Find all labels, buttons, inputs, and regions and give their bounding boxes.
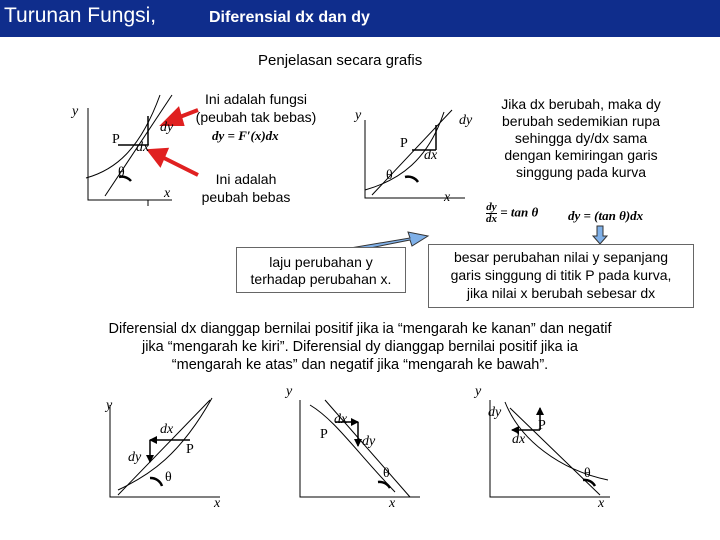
rate-box [236,247,406,293]
dx-change-line4: dengan kemiringan garis [504,147,658,163]
graph1-p-label: P [112,132,120,147]
bgraph1-y-label: y [106,398,113,413]
size-box-line3: jika nilai x berubah sebesar dx [466,285,656,301]
function-note-line2: (peubah tak bebas) [195,109,317,125]
graph2-dy-label: dy [459,113,473,128]
explanation-paragraph [60,320,660,374]
rate-box-line2: terhadap perubahan x. [250,271,392,287]
formula-dy-tan: dy = (tan θ)dx [568,208,644,223]
size-box-line2: garis singgung di titik P pada kurva, [450,267,672,283]
paragraph-line3: “mengarah ke atas” dan negatif jika “mengarah ke bawah”. [171,357,549,373]
variable-note-line1: Ini adalah [215,171,277,187]
dx-change-line2: berubah sedemikian rupa [502,113,660,129]
graph1-dy-label: dy [160,120,174,135]
page-subtitle: Diferensial dx dan dy [209,9,370,26]
graph2-x-label: x [444,190,451,205]
bgraph3-x-label: x [598,496,605,511]
theta-arc [150,478,162,486]
size-box-line1: besar perubahan nilai y sepanjang [453,249,669,265]
bgraph2-y-label: y [286,384,293,399]
paragraph-line2: jika “mengarah ke kiri”. Diferensial dy dianggap bernilai positif jika ia [141,339,578,355]
graph-bottom-middle [300,400,420,497]
size-box [428,244,694,308]
bgraph1-p-label: P [186,442,194,457]
dx-change-line1: Jika dx berubah, maka dy [501,96,661,112]
formula-tan-fraction [486,202,497,225]
paragraph-line1: Diferensial dx dianggap bernilai positif jika ia “mengarah ke kanan” dan negatif [108,321,612,337]
formula-dy-rhs: = F′(x)dx [227,128,279,143]
dx-change-line5: singgung pada kurva [516,164,646,180]
formula-dy-lhs: dy [212,128,225,143]
graph2-p-label: P [400,136,408,151]
function-note-line1: Ini adalah fungsi [205,91,307,107]
graph2-dx-label: dx [424,148,438,163]
function-note [186,90,326,126]
bgraph1-theta-label: θ [165,470,172,485]
rate-box-line1: laju perubahan y [269,254,373,270]
tangent-line [372,110,452,195]
theta-arc [378,482,390,488]
graph-bottom-right [490,400,610,497]
dx-change-note [476,96,686,181]
bgraph2-dx-label: dx [334,412,348,427]
graph2-y-label: y [355,108,362,123]
bgraph2-x-label: x [389,496,396,511]
bgraph2-p-label: P [320,427,328,442]
bgraph3-dy-label: dy [488,405,502,420]
graph1-y-label: y [72,104,79,119]
variable-note [186,170,306,206]
graph1-x-label: x [164,186,171,201]
graph1-theta-label: θ [118,165,125,180]
bgraph3-p-label: P [538,418,546,433]
axes [300,400,420,497]
formula-tan-numerator: dy [486,201,497,213]
bgraph3-theta-label: θ [584,466,591,481]
bgraph2-theta-label: θ [383,466,390,481]
formula-tan-denominator: dx [486,213,497,225]
bgraph3-dx-label: dx [512,432,526,447]
bgraph2-dy-label: dy [362,434,376,449]
theta-arc [405,177,418,182]
graph2-theta-label: θ [386,168,393,183]
bgraph1-x-label: x [214,496,221,511]
graph-top-middle [365,110,465,198]
formula-dy-eq [212,128,279,144]
formula-tan [486,202,538,225]
graph1-dx-label: dx [136,140,150,155]
section-heading: Penjelasan secara grafis [258,52,423,69]
variable-note-line2: peubah bebas [201,189,291,205]
formula-tan-rhs: = tan θ [500,204,539,220]
bgraph3-y-label: y [475,384,482,399]
page-title: Turunan Fungsi, [4,4,157,27]
tangent-line [118,400,210,495]
bgraph1-dx-label: dx [160,422,174,437]
bgraph1-dy-label: dy [128,450,142,465]
dx-change-line3: sehingga dy/dx sama [514,130,648,146]
